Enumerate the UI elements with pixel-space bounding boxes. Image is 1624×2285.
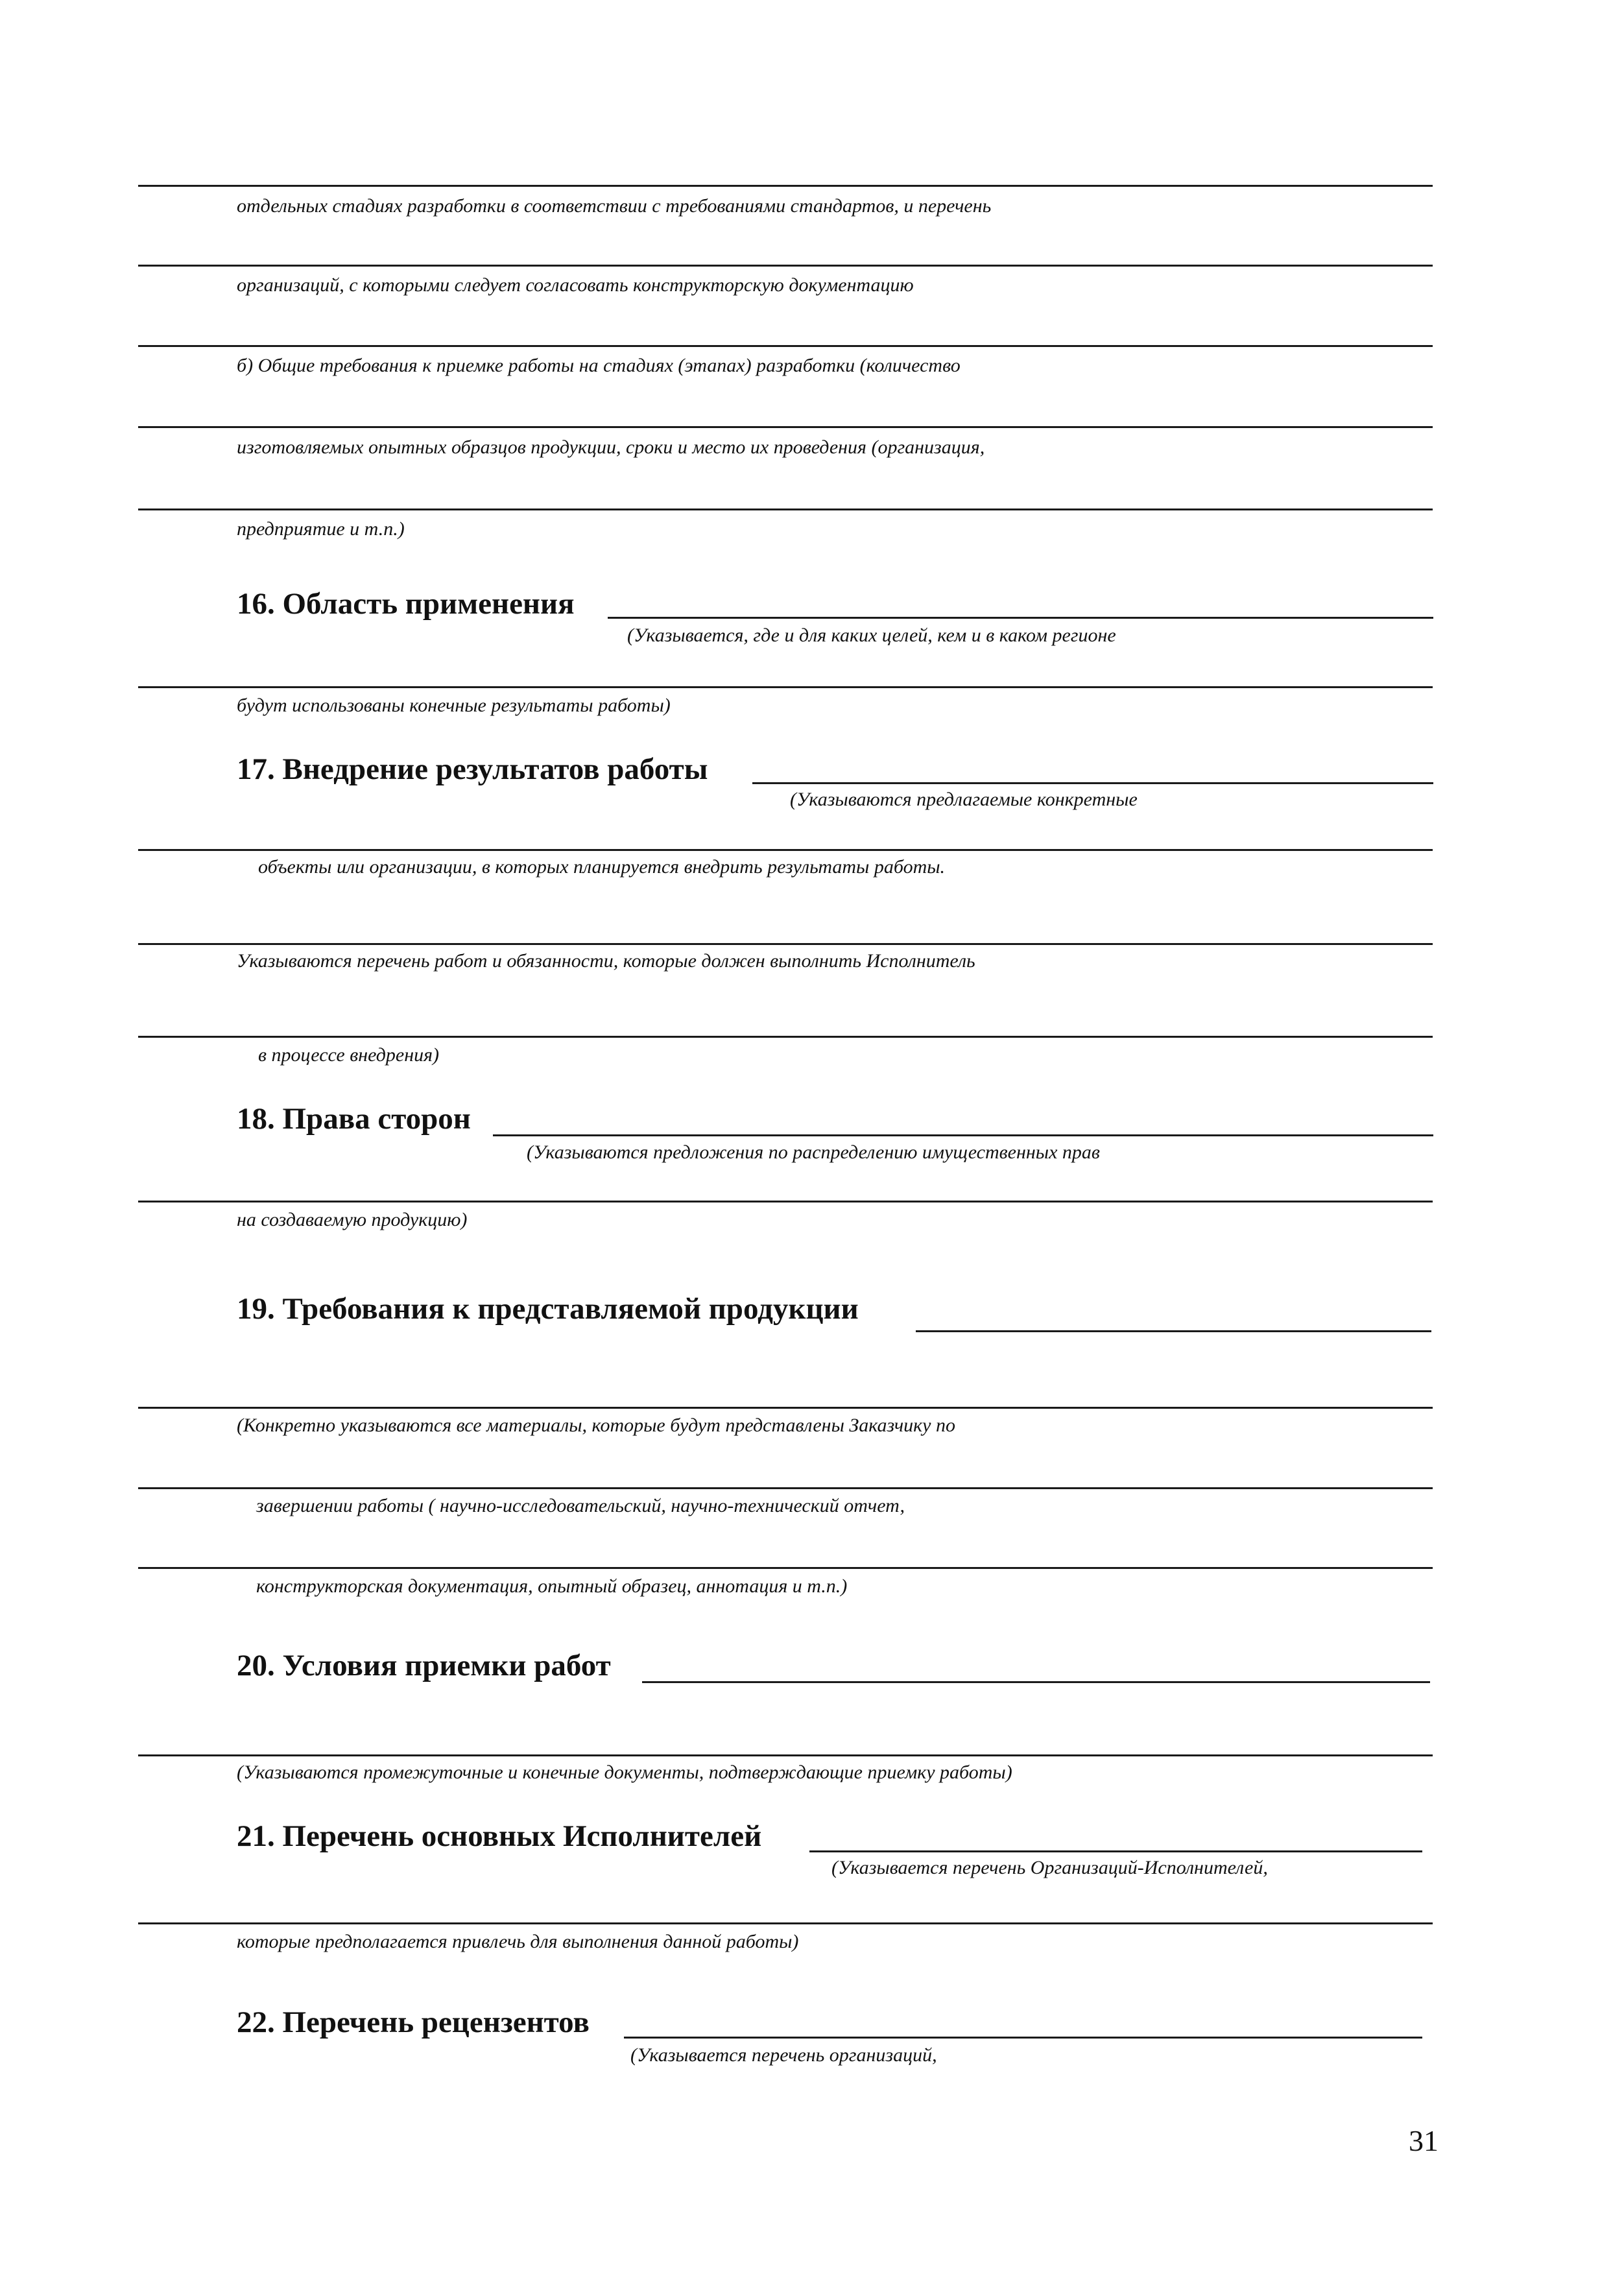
- fill-line: [138, 426, 1433, 428]
- fill-line: [138, 686, 1433, 688]
- section-20-heading: 20. Условия приемки работ: [237, 1649, 611, 1682]
- section-19-heading: 19. Требования к представляемой продукции: [237, 1292, 859, 1326]
- fill-line: [916, 1330, 1431, 1332]
- fill-line: [138, 1487, 1433, 1489]
- fill-line: [138, 1922, 1433, 1924]
- section-18-note: (Указываются предложения по распределению имущественных прав: [527, 1142, 1100, 1163]
- section-18-note: на создаваемую продукцию): [237, 1209, 468, 1230]
- fill-line: [138, 185, 1433, 187]
- fill-line: [138, 943, 1433, 945]
- fill-line: [752, 782, 1433, 784]
- section-17-heading: 17. Внедрение результатов работы: [237, 752, 708, 786]
- section-17-note: (Указываются предлагаемые конкретные: [790, 789, 1138, 810]
- text-line: б) Общие требования к приемке работы на стадиях (этапах) разработки (количество: [237, 355, 961, 376]
- fill-line: [138, 508, 1433, 510]
- fill-line: [642, 1681, 1430, 1683]
- fill-line: [608, 617, 1433, 619]
- section-16-note: (Указывается, где и для каких целей, кем и в каком регионе: [627, 625, 1116, 646]
- fill-line: [809, 1850, 1422, 1852]
- text-line: организаций, с которыми следует согласовать конструкторскую документацию: [237, 274, 914, 296]
- text-line: предприятие и т.п.): [237, 518, 405, 540]
- section-21-note: которые предполагается привлечь для выполнения данной работы): [237, 1931, 799, 1952]
- fill-line: [493, 1134, 1433, 1136]
- section-18-heading: 18. Права сторон: [237, 1102, 471, 1136]
- section-21-note: (Указывается перечень Организаций-Исполнителей,: [831, 1857, 1268, 1878]
- section-22-note: (Указывается перечень организаций,: [630, 2044, 937, 2066]
- section-16-heading: 16. Область применения: [237, 587, 575, 621]
- section-22-heading: 22. Перечень рецензентов: [237, 2005, 590, 2039]
- fill-line: [138, 849, 1433, 851]
- fill-line: [624, 2037, 1422, 2039]
- section-17-note: Указываются перечень работ и обязанности, которые должен выполнить Исполнитель: [237, 950, 975, 972]
- section-21-heading: 21. Перечень основных Исполнителей: [237, 1819, 762, 1853]
- section-20-note: (Указываются промежуточные и конечные документы, подтверждающие приемку работы): [237, 1762, 1012, 1783]
- section-19-note: конструкторская документация, опытный образец, аннотация и т.п.): [256, 1575, 848, 1597]
- fill-line: [138, 1201, 1433, 1202]
- section-16-note: будут использованы конечные результаты работы): [237, 695, 671, 716]
- text-line: изготовляемых опытных образцов продукции, сроки и место их проведения (организация,: [237, 437, 985, 458]
- text-line: отдельных стадиях разработки в соответствии с требованиями стандартов, и перечень: [237, 195, 992, 217]
- page-number: 31: [1409, 2124, 1439, 2157]
- fill-line: [138, 1407, 1433, 1409]
- section-17-note: в процессе внедрения): [258, 1044, 440, 1066]
- fill-line: [138, 1036, 1433, 1038]
- section-19-note: (Конкретно указываются все материалы, которые будут представлены Заказчику по: [237, 1415, 955, 1436]
- section-19-note: завершении работы ( научно-исследовательский, научно-технический отчет,: [256, 1495, 905, 1516]
- fill-line: [138, 1754, 1433, 1756]
- fill-line: [138, 1567, 1433, 1569]
- fill-line: [138, 265, 1433, 267]
- section-17-note: объекты или организации, в которых планируется внедрить результаты работы.: [258, 856, 946, 878]
- fill-line: [138, 345, 1433, 347]
